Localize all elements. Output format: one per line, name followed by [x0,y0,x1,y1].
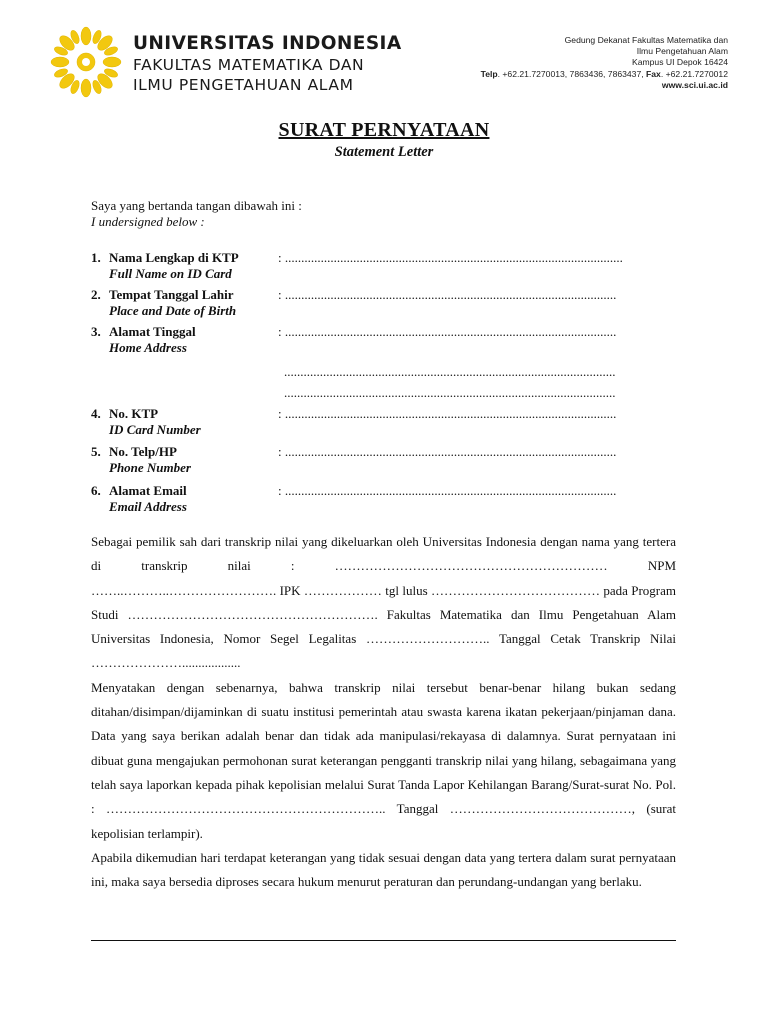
fax-value: . +62.21.7270012 [660,68,728,79]
field-label: Tempat Tanggal Lahir [109,287,234,302]
faculty-name-line2: ILMU PENGETAHUAN ALAM [133,76,354,94]
signature-divider-line [91,940,676,941]
field-label-english: Phone Number [109,460,191,475]
field-label-english: Place and Date of Birth [109,303,237,318]
field-label: No. KTP [109,406,159,421]
field-label: No. Telp/HP [109,444,177,459]
field-label-english: ID Card Number [109,422,201,437]
contact-line [481,69,728,80]
field-number: 6. [91,483,101,498]
faculty-address-block [481,35,728,91]
ownership-paragraph: Sebagai pemilik sah dari transkrip nilai yang dikeluarkan oleh Universitas Indonesia dengan nama yang tertera di transkrip nilai : ……………………………………………………… NPM ……..………..……………………. IPK ……………… tgl lulus ………………………………… pada Program Studi …………………………………………………. Fakultas Matematika dan Ilmu Pengetahuan Alam Universitas Indonesia, Nomor Segel Legalitas ……………………….. Tanggal Cetak Transkrip Nilai ………………….................. [91,534,676,671]
address-line3: Kampus UI Depok 16424 [631,57,728,68]
telp-value: . +62.21.7270013, 7863436, 7863437, [497,68,644,79]
field-number: 5. [91,444,101,459]
legal-consequence-paragraph: Apabila dikemudian hari terdapat keterangan yang tidak sesuai dengan data yang tertera dalam surat pernyataan ini, maka saya bersedia diproses secara hukum menurut peraturan dan perundang-undangan yang berlaku. [91,849,676,890]
faculty-name-line1: FAKULTAS MATEMATIKA DAN [133,56,365,74]
address-extra-line[interactable]: ...................................................................................................... [284,364,616,379]
fax-label: Fax [646,68,661,79]
address-line2: Ilmu Pengetahuan Alam [636,46,728,57]
university-logo-icon [50,26,122,98]
declaration-paragraph: Menyatakan dengan sebenarnya, bahwa transkrip nilai tersebut benar-benar hilang bukan sedang ditahan/disimpan/dijaminkan di suatu institusi pemerintah atau swasta karena ikatan pekerjaan/pinjaman dana. Data yang saya berikan adalah benar dan tidak ada manipulasi/rekayasa di dalamnya. Surat pernyataan ini dibuat guna mengajukan permohonan surat keterangan pengganti transkrip nilai yang hilang, sebagaimana yang telah saya laporkan kepada pihak kepolisian melalui Surat Tanda Lapor Kehilangan Barang/Surat-surat No. Pol. : ……………………………………………………….. Tanggal ……………………………………, (surat kepolisian terlampir). [91,679,676,841]
field-number: 1. [91,250,101,265]
field-label-english: Home Address [109,340,187,355]
field-value-line[interactable]: : ........................................................................................................ [278,250,623,265]
website: www.sci.ui.ac.id [661,79,728,90]
address-line1: Gedung Dekanat Fakultas Matematika dan [564,35,728,45]
field-label: Alamat Email [109,483,187,498]
document-title: SURAT PERNYATAAN [278,119,490,141]
field-number: 2. [91,287,101,302]
intro-text-english: I undersigned below : [91,214,205,229]
address-extra-line[interactable]: ...................................................................................................... [284,385,616,400]
field-label: Nama Lengkap di KTP [109,250,239,265]
field-number: 4. [91,406,101,421]
field-value-line[interactable]: : ...................................................................................................... [278,406,617,421]
intro-text: Saya yang bertanda tangan dibawah ini : [91,198,302,213]
intro-block [91,198,302,230]
field-value-line[interactable]: : ...................................................................................................... [278,483,617,498]
telp-label: Telp [480,68,498,79]
field-label-english: Email Address [109,499,187,514]
document-subtitle: Statement Letter [334,144,434,160]
field-value-line[interactable]: : ...................................................................................................... [278,287,617,302]
institution-name-block [133,33,402,95]
institution-name: UNIVERSITAS INDONESIA [133,33,402,54]
statement-body [91,530,676,894]
field-label-english: Full Name on ID Card [109,266,232,281]
field-value-line[interactable]: : ...................................................................................................... [278,444,617,459]
field-value-line[interactable]: : ...................................................................................................... [278,324,617,339]
field-label: Alamat Tinggal [109,324,196,339]
field-number: 3. [91,324,101,339]
